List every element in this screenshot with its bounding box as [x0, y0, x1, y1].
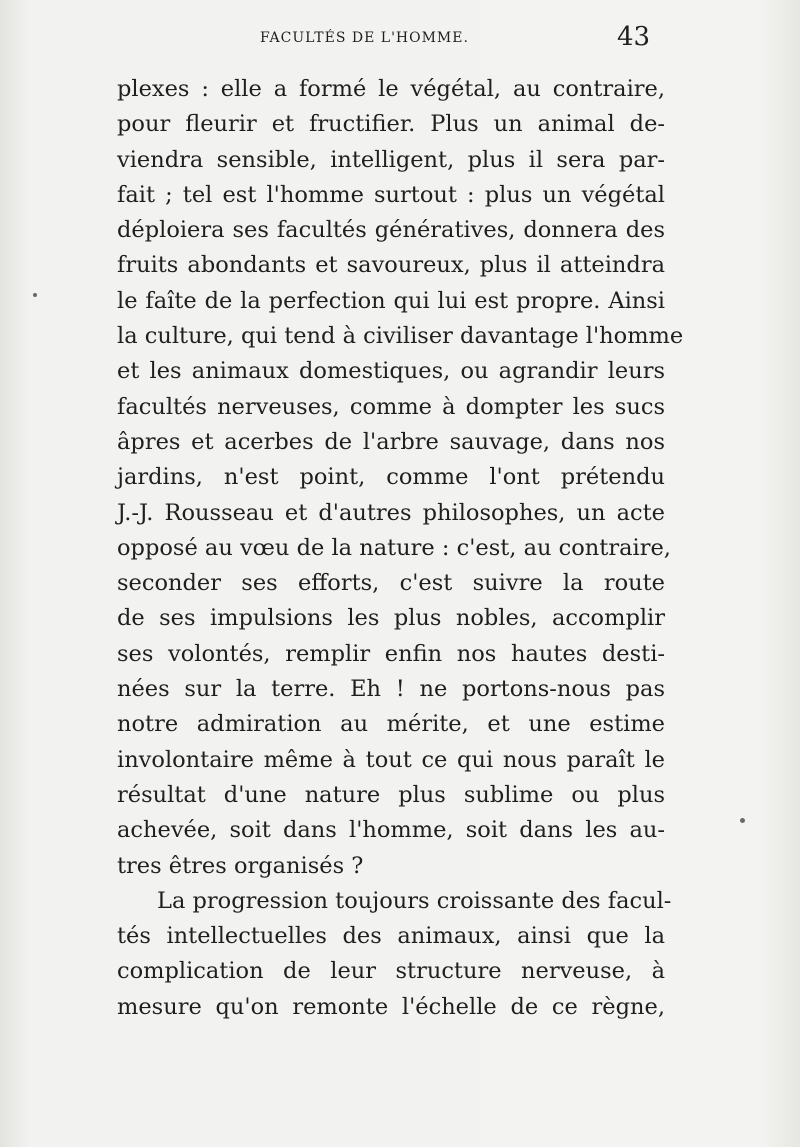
- text-line: nées sur la terre. Eh ! ne portons-nous pas: [117, 676, 665, 703]
- paragraph-end-line: tres êtres organisés ?: [117, 852, 364, 879]
- text-line: le faîte de la perfection qui lui est propre. Ainsi: [117, 287, 665, 314]
- text-line: notre admiration au mérite, et une estime: [117, 711, 665, 738]
- text-line: la culture, qui tend à civiliser davantage l'homme: [117, 323, 684, 350]
- text-line: ses volontés, remplir enfin nos hautes desti-: [117, 640, 665, 667]
- text-line: jardins, n'est point, comme l'ont prétendu: [117, 464, 665, 491]
- text-line: opposé au vœu de la nature : c'est, au contraire,: [117, 534, 671, 561]
- page-number: 43: [617, 22, 651, 52]
- text-line: tés intellectuelles des animaux, ainsi que la: [117, 923, 665, 950]
- text-line: facultés nerveuses, comme à dompter les sucs: [117, 393, 665, 420]
- text-line: et les animaux domestiques, ou agrandir leurs: [117, 358, 665, 385]
- text-line: viendra sensible, intelligent, plus il sera par-: [117, 146, 665, 173]
- text-line: fruits abondants et savoureux, plus il atteindra: [117, 252, 665, 279]
- text-line: seconder ses efforts, c'est suivre la route: [117, 570, 665, 597]
- text-line: déploiera ses facultés génératives, donnera des: [117, 217, 665, 244]
- text-line: résultat d'une nature plus sublime ou plus: [117, 781, 665, 808]
- text-line: fait ; tel est l'homme surtout : plus un végétal: [117, 181, 665, 208]
- ink-speck: [740, 818, 745, 823]
- text-line: pour fleurir et fructifier. Plus un animal de-: [117, 111, 665, 138]
- text-line: complication de leur structure nerveuse, à: [117, 958, 665, 985]
- text-line: involontaire même à tout ce qui nous paraît le: [117, 746, 665, 773]
- ink-speck: [33, 293, 37, 297]
- text-line: mesure qu'on remonte l'échelle de ce règne,: [117, 993, 665, 1020]
- text-line: âpres et acerbes de l'arbre sauvage, dans nos: [117, 428, 665, 455]
- text-line: achevée, soit dans l'homme, soit dans les au-: [117, 817, 665, 844]
- body-text: [117, 72, 684, 1025]
- text-line: de ses impulsions les plus nobles, accomplir: [117, 605, 665, 632]
- paragraph-start-line: La progression toujours croissante des facul-: [157, 887, 672, 914]
- text-line: J.-J. Rousseau et d'autres philosophes, un acte: [117, 499, 665, 526]
- running-title: FACULTÉS DE L'HOMME.: [260, 30, 469, 46]
- text-line: plexes : elle a formé le végétal, au contraire,: [117, 76, 665, 102]
